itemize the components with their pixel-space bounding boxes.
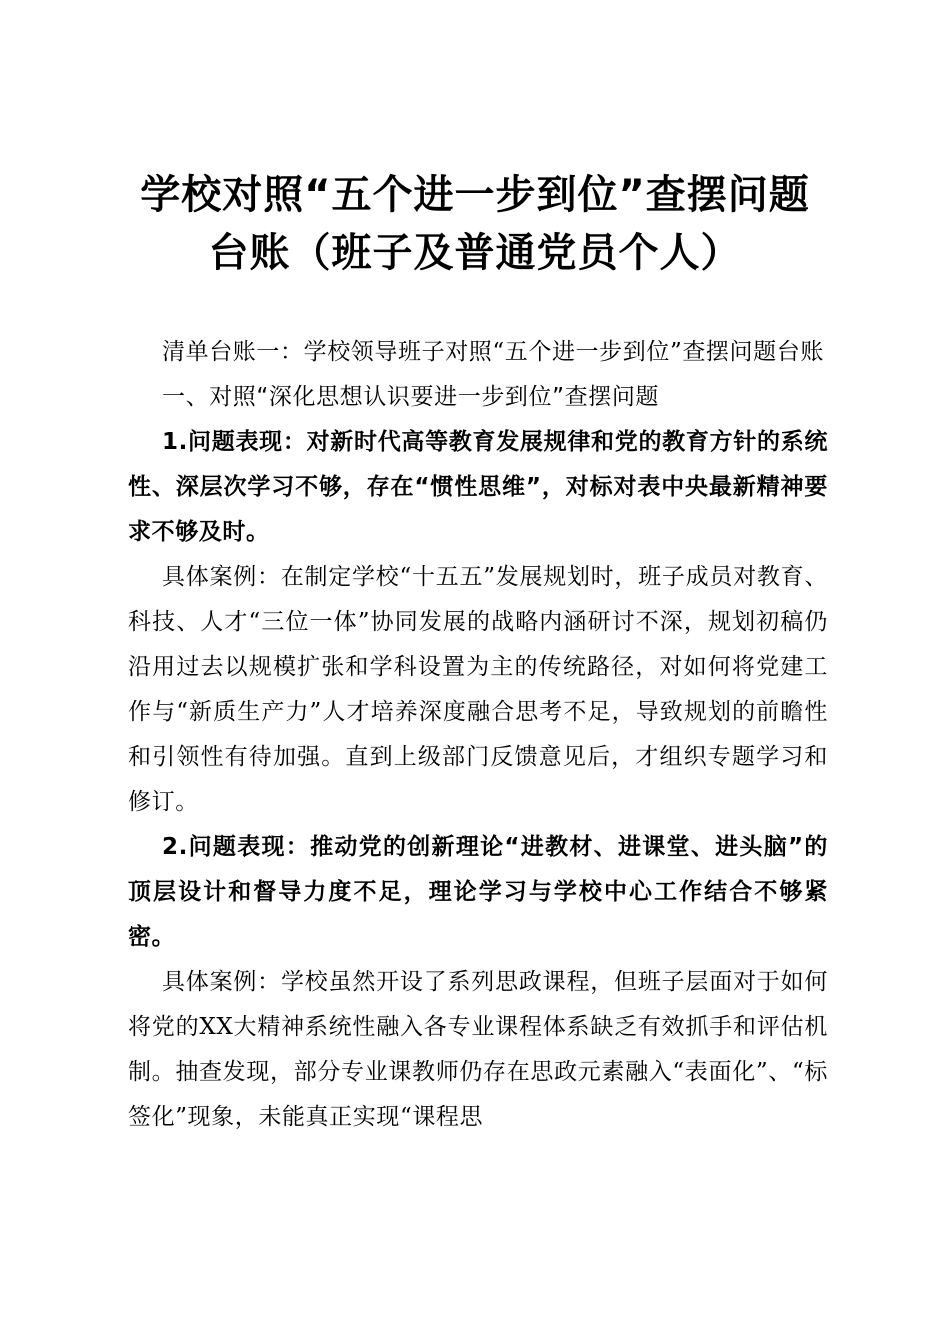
problem-item-2: 2.问题表现：推动党的创新理论“进教材、进课堂、进头脑”的顶层设计和督导力度不足，理论学习与学校中心工作结合不够紧密。 [128,834,828,950]
document-title [100,166,850,282]
problem-item-1: 1.问题表现：对新时代高等教育发展规律和党的教育方针的系统性、深层次学习不够，存在“惯性思维”，对标对表中央最新精神要求不够及时。 [128,429,828,545]
section-heading: 一、对照“深化思想认识要进一步到位”查摆问题 [162,384,660,410]
title-line-2: 台账（班子及普通党员个人） [208,230,742,276]
title-line-1: 学校对照“五个进一步到位”查摆问题 [140,172,810,218]
intro-paragraph: 清单台账一：学校领导班子对照“五个进一步到位”查摆问题台账 [162,339,824,365]
case-paragraph-1: 具体案例：在制定学校“十五五”发展规划时，班子成员对教育、科技、人才“三位一体”协同发展的战略内涵研讨不深，规划初稿仍沿用过去以规模扩张和学科设置为主的传统路径，对如何将党建工作与“新质生产力”人才培养深度融合思考不足，导致规划的前瞻性和引领性有待加强。直到上级部门反馈意见后，才组织专题学习和修订。 [128,564,828,815]
case-paragraph-2: 具体案例：学校虽然开设了系列思政课程，但班子层面对于如何将党的XX大精神系统性融入各专业课程体系缺乏有效抓手和评估机制。抽查发现，部分专业课教师仍存在思政元素融入“表面化”、“标签化”现象，未能真正实现“课程思 [128,969,828,1130]
document-body [128,330,828,1140]
